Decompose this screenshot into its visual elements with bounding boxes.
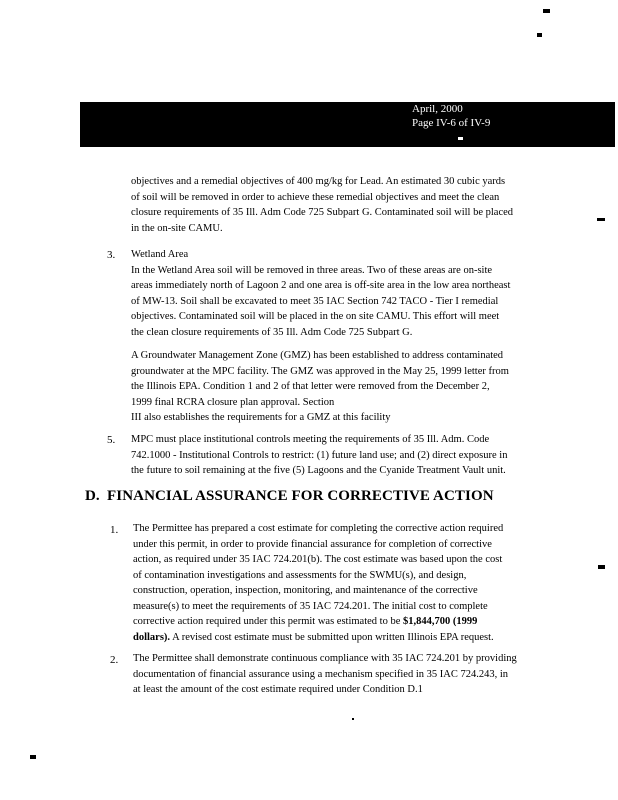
text-line: of soil will be removed in order to achieve these remedial objectives and meet the clean <box>131 191 500 203</box>
text-line <box>133 614 559 630</box>
item-3-paragraph <box>131 247 558 340</box>
item-number: 1. <box>110 524 119 536</box>
item-number: 2. <box>110 654 119 666</box>
d1-paragraph <box>133 521 559 645</box>
scan-speck <box>597 218 605 221</box>
text-line: The Permittee shall demonstrate continuous compliance with 35 IAC 724.201 by providing <box>133 653 517 664</box>
text-line: groundwater at the MPC facility. The GMZ was approved in the May 25, 1999 letter from <box>131 365 509 377</box>
text-line <box>133 630 559 646</box>
text-line: at least the amount of the cost estimate required under Condition D.1 <box>133 684 423 695</box>
text-fragment: corrective action required under this permit was estimated to be <box>133 616 401 627</box>
text-line: of contamination investigations and assessments for the SWMU(s), and design, <box>133 569 467 581</box>
text-line: of MW-13. Soil shall be excavated to meet 35 IAC Section 742 TACO - Tier I remedial <box>131 295 499 307</box>
text-line: the clean closure requirements of 35 Ill. Adm Code 725 Subpart G. <box>131 326 413 338</box>
text-line: III also establishes the requirements for a GMZ at this facility <box>131 412 391 423</box>
text-line: objectives. Contaminated soil will be placed in the on site CAMU. This effort will meet <box>131 311 500 322</box>
text-line: objectives and a remedial objectives of 400 mg/kg for Lead. An estimated 30 cubic yards <box>131 176 506 187</box>
cost-amount: $1,844,700 (1999 <box>403 616 478 627</box>
scan-speck <box>543 9 550 13</box>
d2-paragraph <box>133 651 559 698</box>
text-line: documentation of financial assurance using a mechanism specified in 35 IAC 724.243, in <box>133 668 508 680</box>
scan-speck <box>352 718 354 720</box>
section-heading <box>85 488 494 505</box>
text-line: action, as required under 35 IAC 724.201(b). The cost estimate was based upon the cost <box>133 554 503 565</box>
text-line: The Permittee has prepared a cost estimate for completing the corrective action required <box>133 523 504 534</box>
text-line: the Illinois EPA. Condition 1 and 2 of that letter were removed from the December 2, <box>131 381 490 392</box>
item-number: 5. <box>107 434 116 446</box>
text-line: 742.1000 - Institutional Controls to restrict: (1) future land use; and (2) direct exposure in <box>131 449 508 461</box>
text-line: In the Wetland Area soil will be removed in three areas. Two of these areas are on-site <box>131 264 493 276</box>
item-5-paragraph <box>131 432 558 479</box>
section-letter: D. <box>85 488 100 504</box>
text-line: the future to soil remaining at the five (5) Lagoons and the Cyanide Treatment Vault unit. <box>131 465 506 476</box>
header-date: April, 2000 <box>412 103 463 115</box>
scan-speck <box>537 33 542 37</box>
section-title: FINANCIAL ASSURANCE FOR CORRECTIVE ACTION <box>107 488 494 504</box>
text-line: 1999 final RCRA closure plan approval. Section <box>131 396 335 408</box>
item-title: Wetland Area <box>131 249 189 260</box>
text-line: in the on-site CAMU. <box>131 222 223 234</box>
text-line: MPC must place institutional controls meeting the requirements of 35 Ill. Adm. Code <box>131 434 490 445</box>
item-number: 3. <box>107 249 116 261</box>
text-line: A Groundwater Management Zone (GMZ) has been established to address contaminated <box>131 350 504 361</box>
text-line: closure requirements of 35 Ill. Adm Code 725 Subpart G. Contaminated soil will be placed <box>131 207 514 218</box>
text-fragment: A revised cost estimate must be submitted upon written Illinois EPA request. <box>170 631 494 643</box>
scan-speck <box>30 755 36 759</box>
scan-speck <box>598 565 605 569</box>
gmz-paragraph <box>131 348 558 426</box>
cost-amount-end: dollars). <box>133 631 171 643</box>
continuation-paragraph <box>131 174 558 236</box>
text-line: under this permit, in order to provide financial assurance for completion of corrective <box>133 538 492 550</box>
page-header <box>412 102 562 130</box>
text-line: measure(s) to meet the requirements of 35 IAC 724.201. The initial cost to complete <box>133 600 488 612</box>
header-page-number: Page IV-6 of IV-9 <box>412 117 491 129</box>
scan-speck <box>458 137 463 140</box>
text-line: construction, operation, inspection, monitoring, and maintenance of the corrective <box>133 585 478 596</box>
text-line: areas immediately north of Lagoon 2 and one area is off-site area in the low area northeast <box>131 280 511 291</box>
